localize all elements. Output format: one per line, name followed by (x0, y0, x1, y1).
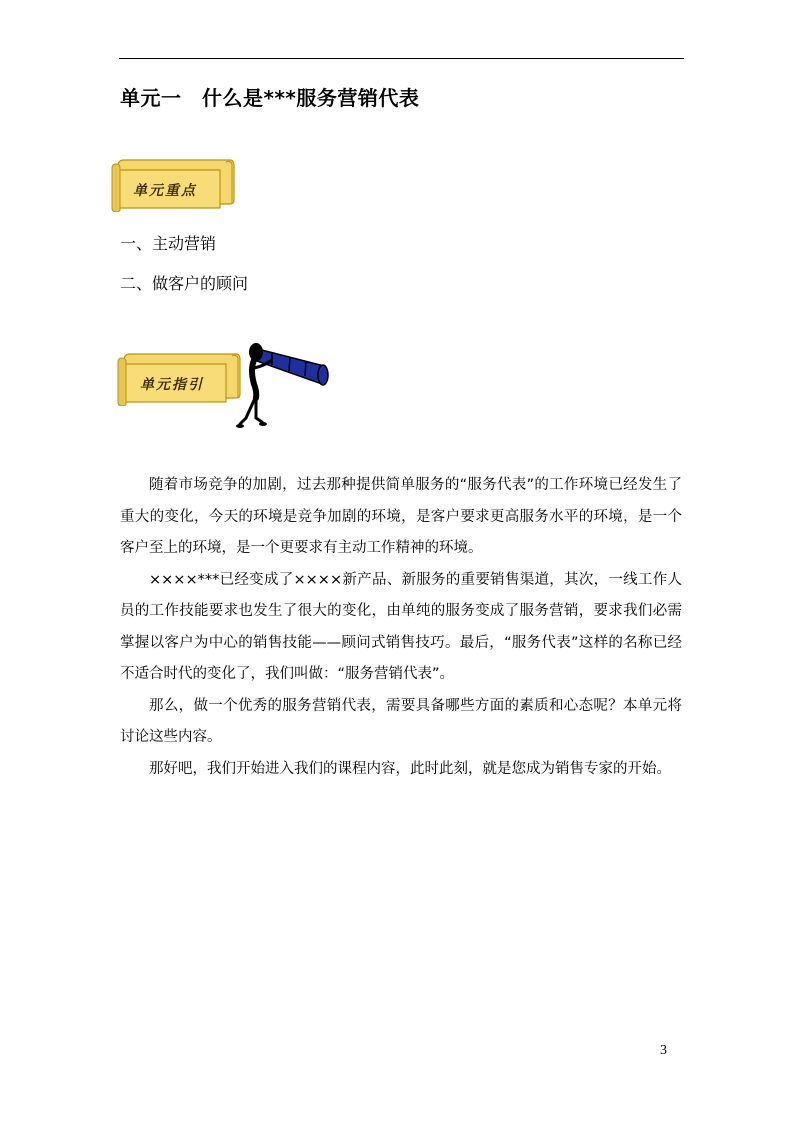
key-points-badge-label: 单元重点 (133, 183, 197, 199)
key-points-badge (110, 156, 236, 212)
telescope-figure (232, 340, 342, 436)
page-number: 3 (660, 1043, 667, 1058)
key-point-item-1: 一、主动营销 (120, 234, 217, 253)
body-paragraph-4: 那好吧，我们开始进入我们的课程内容，此时此刻，就是您成为销售专家的开始。 (149, 760, 671, 777)
key-point-item-2: 二、做客户的顾问 (120, 274, 249, 293)
page-title: 单元一 什么是***服务营销代表 (120, 86, 420, 110)
body-paragraph-3: 那么，做一个优秀的服务营销代表，需要具备哪些方面的素质和心态呢？本单元将讨论这些内容。 (120, 697, 682, 745)
body-text (120, 470, 682, 785)
body-paragraph-1: 随着市场竞争的加剧，过去那种提供简单服务的“服务代表”的工作环境已经发生了重大的变化，今天的环境是竞争加剧的环境，是客户要求更高服务水平的环境，是一个客户至上的环境，是一个更要求有主动工作精神的环境。 (120, 477, 682, 556)
body-paragraph-2: ××××***已经变成了××××新产品、新服务的重要销售渠道，其次，一线工作人员的工作技能要求也发生了很大的变化，由单纯的服务变成了服务营销，要求我们必需掌握以客户为中心的销售技能——顾问式销售技巧。最后，“服务代表”这样的名称已经不适合时代的变化了，我们叫做：“服务营销代表”。 (120, 571, 682, 682)
guide-badge-label: 单元指引 (140, 377, 204, 393)
telescope-icon (232, 340, 342, 432)
header-rule (119, 58, 684, 59)
guide-badge (116, 350, 242, 406)
